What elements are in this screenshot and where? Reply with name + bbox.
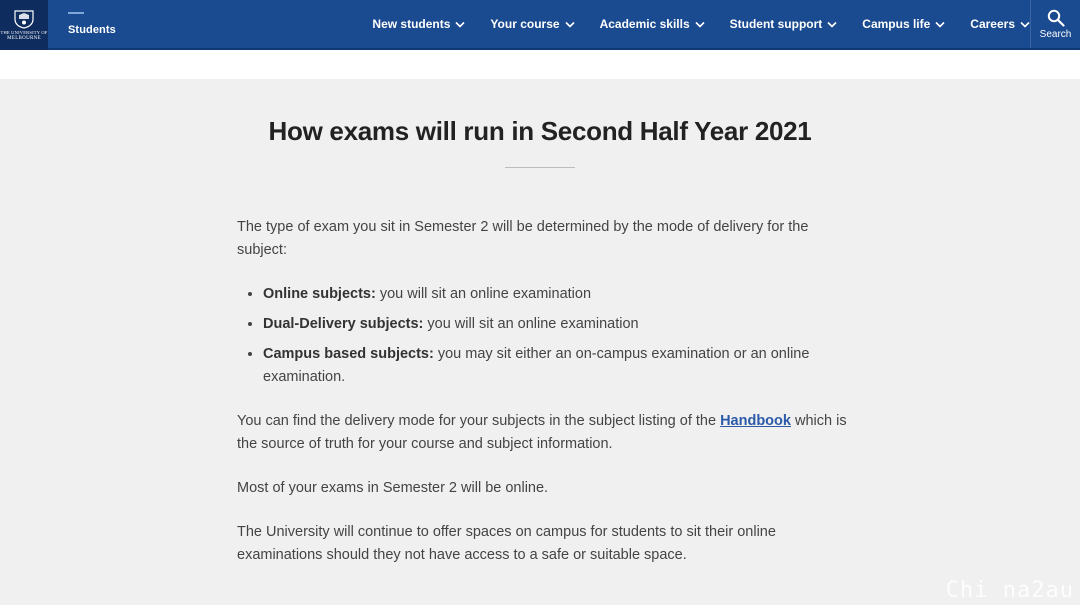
nav-label: Academic skills xyxy=(599,17,690,31)
paragraph-text: You can find the delivery mode for your subjects in the subject listing of the xyxy=(237,413,721,429)
chevron-down-icon xyxy=(935,21,945,28)
list-item xyxy=(263,343,847,389)
chevron-down-icon xyxy=(455,21,465,28)
main-nav xyxy=(372,0,1030,48)
site-name-block xyxy=(68,12,116,36)
nav-item-new-students[interactable] xyxy=(372,17,465,31)
list-item-heading: Dual-Delivery subjects: xyxy=(263,316,424,332)
online-exams-paragraph: Most of your exams in Semester 2 will be online. xyxy=(237,480,549,496)
intro-paragraph: The type of exam you sit in Semester 2 will be determined by the mode of delivery for the subject: xyxy=(237,219,809,258)
crest-icon xyxy=(13,9,35,29)
chevron-down-icon xyxy=(827,21,837,28)
list-item xyxy=(263,313,847,336)
list-item-heading: Online subjects: xyxy=(263,286,376,302)
nav-item-careers[interactable] xyxy=(970,17,1030,31)
campus-spaces-paragraph: The University will continue to offer spaces on campus for students to sit their online examinations should they not have access to a safe or suitable space. xyxy=(237,524,776,563)
logo-line2: MELBOURNE xyxy=(7,36,41,42)
main-content xyxy=(0,79,1080,605)
university-logo[interactable] xyxy=(0,0,48,50)
nav-label: Student support xyxy=(729,17,823,31)
delivery-mode-list xyxy=(237,283,847,389)
site-name-accent xyxy=(68,12,84,14)
chevron-down-icon xyxy=(1020,21,1030,28)
site-header xyxy=(0,0,1080,50)
list-item xyxy=(263,283,847,306)
list-item-text: you will sit an online examination xyxy=(423,316,639,332)
nav-label: Your course xyxy=(490,17,560,31)
chevron-down-icon xyxy=(695,21,705,28)
handbook-paragraph xyxy=(237,410,847,456)
nav-label: Campus life xyxy=(862,17,931,31)
site-name-link[interactable]: Students xyxy=(68,24,116,36)
search-label: Search xyxy=(1039,28,1072,40)
logo-line1: THE UNIVERSITY OF xyxy=(0,29,48,35)
search-icon xyxy=(1047,9,1065,27)
nav-item-student-support[interactable] xyxy=(730,17,838,31)
nav-label: New students xyxy=(372,17,451,31)
nav-label: Careers xyxy=(970,17,1015,31)
list-item-text: you may sit either an on-campus examination or an online examination. xyxy=(263,346,810,385)
nav-item-your-course[interactable] xyxy=(490,17,574,31)
paragraph-text: which is the source of truth for your course and subject information. xyxy=(237,413,847,452)
page-title: How exams will run in Second Half Year 2021 xyxy=(268,116,812,146)
list-item-text: you will sit an online examination xyxy=(375,286,592,302)
chevron-down-icon xyxy=(565,21,575,28)
nav-item-campus-life[interactable] xyxy=(862,17,945,31)
handbook-link[interactable]: Handbook xyxy=(720,413,791,429)
search-button[interactable] xyxy=(1030,0,1080,48)
nav-item-academic-skills[interactable] xyxy=(600,17,705,31)
title-divider xyxy=(505,167,575,168)
watermark: Chi na2au xyxy=(945,578,1074,603)
article-body xyxy=(237,216,847,588)
list-item-heading: Campus based subjects: xyxy=(263,346,434,362)
